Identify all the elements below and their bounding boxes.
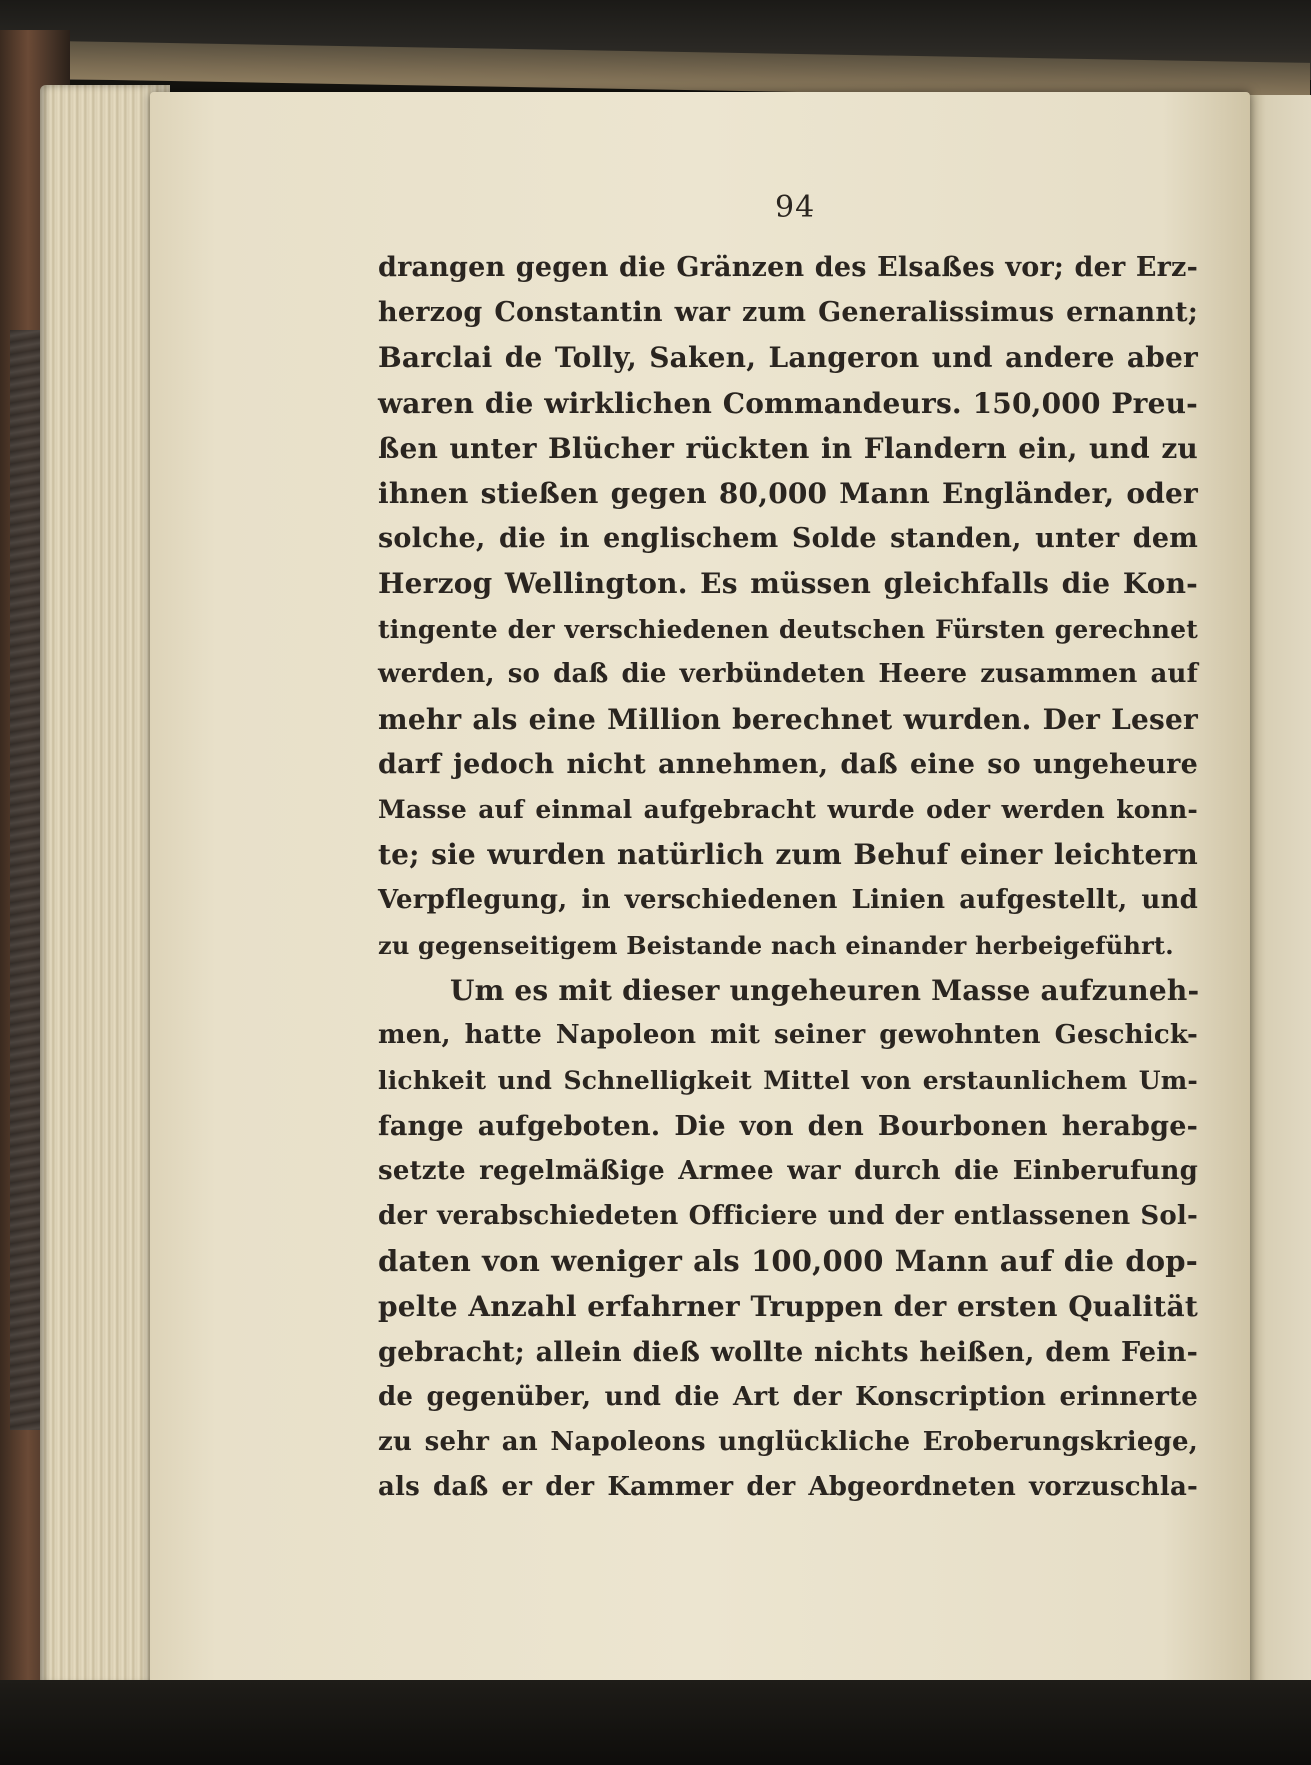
- text-line: Um es mit dieser ungeheuren Masse aufzuneh-: [450, 974, 1200, 1007]
- text-line: darf jedoch nicht annehmen, daß eine so ungeheure: [378, 749, 1198, 781]
- text-line: zu sehr an Napoleons unglückliche Eroberungskriege,: [378, 1426, 1198, 1457]
- page-text: [378, 245, 1198, 1510]
- text-line: gebracht; allein dieß wollte nichts heißen, dem Fein-: [378, 1336, 1198, 1368]
- text-line: pelte Anzahl erfahrner Truppen der ersten Qualität: [378, 1290, 1198, 1324]
- text-line: setzte regelmäßige Armee war durch die Einberufung: [378, 1155, 1198, 1186]
- text-line: solche, die in englischem Solde standen, unter dem: [378, 523, 1198, 555]
- text-line: herzog Constantin war zum Generalissimus ernannt;: [378, 297, 1198, 329]
- text-line: tingente der verschiedenen deutschen Fürsten gerechnet: [378, 614, 1198, 644]
- text-line: daten von weniger als 100,000 Mann auf die dop-: [378, 1244, 1198, 1279]
- text-line: Verpflegung, in verschiedenen Linien aufgestellt, und: [378, 884, 1198, 915]
- text-line: Masse auf einmal aufgebracht wurde oder werden konn-: [378, 795, 1198, 825]
- book-bottom-shadow: [0, 1680, 1311, 1765]
- facing-page: [1245, 95, 1311, 1695]
- text-line: zu gegenseitigem Beistande nach einander herbeigeführt.: [378, 930, 1174, 960]
- text-line: werden, so daß die verbündeten Heere zusammen auf: [378, 658, 1198, 689]
- text-line: Barclai de Tolly, Saken, Langeron und andere aber: [378, 341, 1198, 375]
- text-line: als daß er der Kammer der Abgeordneten vorzuschla-: [378, 1472, 1198, 1503]
- text-line: men, hatte Napoleon mit seiner gewohnten Geschick-: [378, 1020, 1198, 1051]
- text-line: der verabschiedeten Officiere und der entlassenen Sol-: [378, 1200, 1198, 1231]
- text-line: te; sie wurden natürlich zum Behuf einer leichtern: [378, 838, 1198, 872]
- text-line: drangen gegen die Gränzen des Elsaßes vor; der Erz-: [378, 252, 1198, 283]
- page-number: 94: [775, 190, 816, 225]
- text-line: fange aufgeboten. Die von den Bourbonen herabge-: [378, 1110, 1198, 1142]
- text-line: ihnen stießen gegen 80,000 Mann Engländer, oder: [378, 476, 1198, 510]
- text-line: Herzog Wellington. Es müssen gleichfalls die Kon-: [378, 567, 1198, 601]
- text-line: ßen unter Blücher rückten in Flandern ein, und zu: [378, 431, 1198, 465]
- text-line: de gegenüber, und die Art der Konscription erinnerte: [378, 1381, 1198, 1412]
- text-line: mehr als eine Million berechnet wurden. Der Leser: [378, 702, 1198, 736]
- text-line: lichkeit und Schnelligkeit Mittel von erstaunlichem Um-: [378, 1066, 1198, 1096]
- text-line: waren die wirklichen Commandeurs. 150,000 Preu-: [378, 386, 1198, 420]
